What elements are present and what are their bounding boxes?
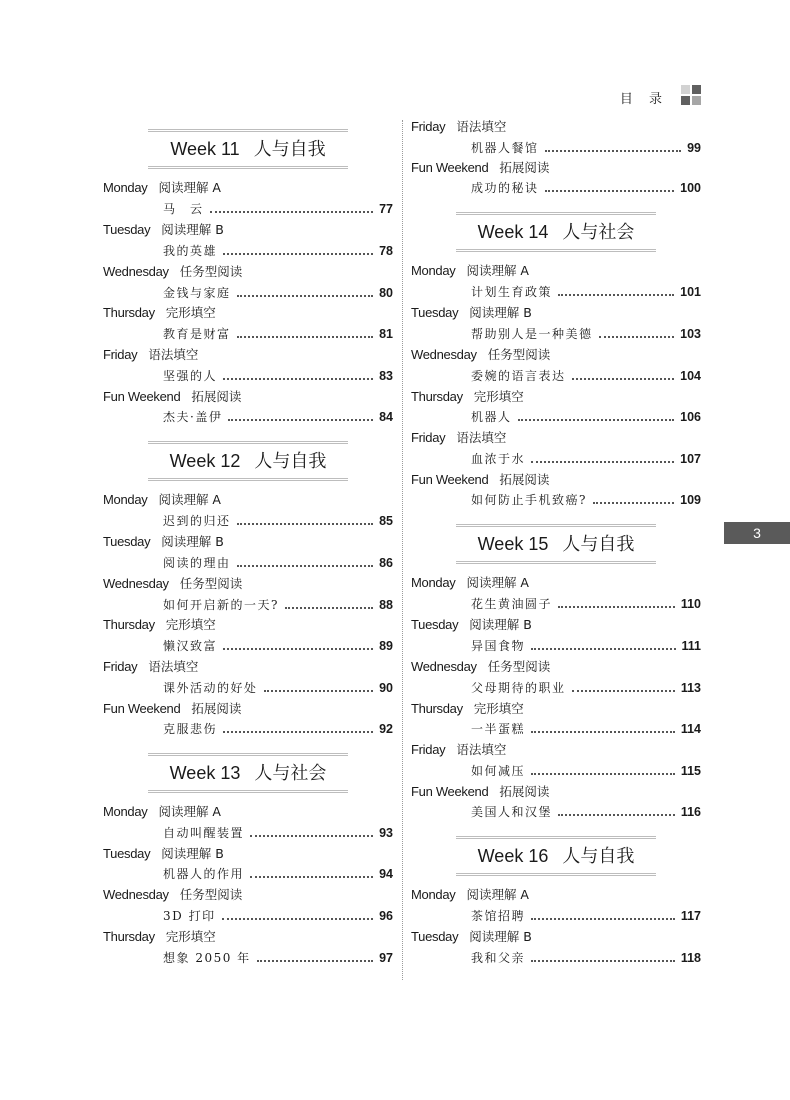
toc-entry[interactable]	[163, 325, 393, 343]
day-name: Tuesday	[411, 617, 459, 632]
entry-page: 96	[379, 909, 393, 923]
exercise-type: 阅读理解 B	[161, 846, 224, 861]
week-header	[148, 753, 348, 793]
day-line	[411, 741, 506, 759]
entry-page: 101	[680, 285, 701, 299]
entry-title: 自动叫醒装置	[163, 826, 245, 840]
day-line	[411, 388, 524, 406]
toc-entry[interactable]	[163, 720, 393, 738]
week-theme: 人与社会	[562, 222, 635, 243]
entry-title: 杰夫·盖伊	[163, 410, 223, 424]
entry-title: 机器人	[471, 410, 512, 424]
toc-entry[interactable]	[471, 139, 701, 157]
entry-title: 茶馆招聘	[471, 909, 526, 923]
exercise-type: 拓展阅读	[191, 701, 242, 716]
toc-entry[interactable]	[471, 491, 701, 509]
entry-title: 如何减压	[471, 764, 526, 778]
entry-title: 委婉的语言表达	[471, 369, 566, 383]
day-line	[103, 700, 241, 718]
toc-entry[interactable]	[471, 803, 701, 821]
toc-entry[interactable]	[163, 200, 393, 218]
dot-leader	[558, 294, 674, 296]
toc-entry[interactable]	[471, 637, 701, 655]
entry-page: 116	[680, 805, 701, 819]
dot-leader	[237, 523, 374, 525]
entry-page: 106	[680, 410, 701, 424]
toc-entry[interactable]	[471, 720, 701, 738]
entry-title: 一半蛋糕	[471, 722, 526, 736]
day-line	[103, 658, 198, 676]
page-number-tab: 3	[724, 522, 790, 544]
entry-title: 成功的秘诀	[471, 181, 539, 195]
day-line	[103, 845, 224, 863]
exercise-type: 阅读理解 B	[469, 617, 532, 632]
day-name: Wednesday	[411, 659, 477, 674]
toc-entry[interactable]	[471, 762, 701, 780]
exercise-type: 完形填空	[473, 701, 524, 716]
day-name: Fun Weekend	[103, 701, 181, 716]
toc-entry[interactable]	[163, 284, 393, 302]
day-line	[103, 616, 216, 634]
day-line	[411, 886, 529, 904]
exercise-type: 阅读理解 A	[158, 804, 221, 819]
day-line	[103, 886, 242, 904]
entry-page: 89	[379, 639, 393, 653]
week-theme: 人与自我	[253, 139, 326, 160]
exercise-type: 任务型阅读	[487, 659, 551, 674]
toc-entry[interactable]	[471, 367, 701, 385]
exercise-type: 阅读理解 A	[158, 180, 221, 195]
entry-title: 父母期待的职业	[471, 681, 566, 695]
week-header	[456, 836, 656, 876]
entry-page: 88	[379, 598, 393, 612]
day-line	[411, 304, 532, 322]
day-name: Fun Weekend	[411, 472, 489, 487]
week-theme: 人与自我	[562, 846, 635, 867]
header-squares-icon	[681, 85, 701, 105]
entry-page: 111	[681, 639, 701, 653]
entry-title: 机器人的作用	[163, 867, 245, 881]
day-name: Friday	[103, 659, 138, 674]
day-line	[103, 491, 221, 509]
exercise-type: 阅读理解 B	[161, 222, 224, 237]
entry-title: 我的英雄	[163, 244, 218, 258]
exercise-type: 语法填空	[456, 742, 507, 757]
day-name: Thursday	[103, 929, 155, 944]
toc-entry[interactable]	[163, 367, 393, 385]
week-theme: 人与自我	[254, 451, 327, 472]
toc-entry[interactable]	[163, 679, 393, 697]
day-line	[103, 388, 241, 406]
entry-page: 92	[379, 722, 393, 736]
exercise-type: 拓展阅读	[499, 784, 550, 799]
entry-title: 阅读的理由	[163, 556, 231, 570]
day-name: Friday	[103, 347, 138, 362]
entry-page: 94	[379, 867, 393, 881]
toc-entry[interactable]	[471, 949, 701, 967]
exercise-type: 阅读理解 B	[161, 534, 224, 549]
day-name: Friday	[411, 430, 446, 445]
day-line	[103, 304, 216, 322]
day-name: Monday	[411, 575, 456, 590]
dot-leader	[531, 731, 675, 733]
dot-leader	[531, 773, 675, 775]
day-name: Wednesday	[103, 576, 169, 591]
day-name: Monday	[103, 492, 148, 507]
day-line	[411, 118, 506, 136]
entry-title: 3D 打印	[163, 909, 216, 923]
exercise-type: 完形填空	[165, 929, 216, 944]
exercise-type: 完形填空	[165, 617, 216, 632]
dot-leader	[545, 190, 675, 192]
week-theme: 人与社会	[254, 763, 327, 784]
dot-leader	[531, 960, 675, 962]
entry-page: 104	[680, 369, 701, 383]
entry-title: 马 云	[163, 202, 204, 216]
week-header	[456, 524, 656, 564]
dot-leader	[250, 876, 373, 878]
exercise-type: 语法填空	[148, 659, 199, 674]
day-name: Monday	[103, 180, 148, 195]
entry-title: 血浓于水	[471, 452, 526, 466]
exercise-type: 阅读理解 A	[466, 887, 529, 902]
day-line	[103, 346, 198, 364]
day-line	[103, 533, 224, 551]
day-line	[103, 221, 224, 239]
dot-leader	[223, 378, 373, 380]
dot-leader	[237, 565, 374, 567]
day-line	[411, 262, 529, 280]
day-name: Thursday	[411, 701, 463, 716]
toc-entry[interactable]	[163, 949, 393, 967]
day-name: Monday	[103, 804, 148, 819]
day-name: Tuesday	[103, 846, 151, 861]
day-line	[411, 471, 549, 489]
toc-title: 目 录	[619, 92, 668, 107]
toc-entry[interactable]	[471, 450, 701, 468]
day-line	[103, 928, 216, 946]
entry-page: 84	[379, 410, 393, 424]
dot-leader	[228, 419, 373, 421]
dot-leader	[558, 814, 675, 816]
entry-title: 想象 2050 年	[163, 951, 251, 965]
toc-entry[interactable]	[163, 824, 393, 842]
dot-leader	[599, 336, 675, 338]
entry-page: 109	[680, 493, 701, 507]
entry-title: 克服悲伤	[163, 722, 218, 736]
day-line	[103, 575, 242, 593]
day-name: Wednesday	[103, 887, 169, 902]
toc-entry[interactable]	[163, 637, 393, 655]
toc-entry[interactable]	[471, 325, 701, 343]
day-line	[103, 179, 221, 197]
toc-entry[interactable]	[471, 179, 701, 197]
entry-page: 103	[680, 327, 701, 341]
day-name: Wednesday	[103, 264, 169, 279]
day-name: Friday	[411, 742, 446, 757]
entry-page: 99	[687, 141, 701, 155]
entry-title: 我和父亲	[471, 951, 526, 965]
toc-entry[interactable]	[163, 408, 393, 426]
exercise-type: 完形填空	[165, 305, 216, 320]
week-header	[148, 129, 348, 169]
dot-leader	[572, 378, 675, 380]
exercise-type: 拓展阅读	[191, 389, 242, 404]
toc-entry[interactable]	[471, 679, 701, 697]
day-line	[411, 159, 549, 177]
week-label: Week 11	[170, 139, 240, 159]
week-label: Week 12	[169, 451, 241, 471]
exercise-type: 语法填空	[456, 119, 507, 134]
entry-page: 85	[379, 514, 393, 528]
day-name: Tuesday	[103, 222, 151, 237]
entry-title: 计划生育政策	[471, 285, 553, 299]
exercise-type: 阅读理解 B	[469, 929, 532, 944]
exercise-type: 任务型阅读	[179, 576, 243, 591]
entry-title: 如何开启新的一天?	[163, 598, 279, 612]
entry-page: 114	[680, 722, 701, 736]
entry-page: 118	[680, 951, 701, 965]
day-name: Thursday	[103, 617, 155, 632]
exercise-type: 阅读理解 B	[469, 305, 532, 320]
entry-title: 金钱与家庭	[163, 286, 231, 300]
day-name: Thursday	[103, 305, 155, 320]
entry-page: 113	[680, 681, 701, 695]
dot-leader	[237, 295, 374, 297]
day-name: Fun Weekend	[411, 160, 489, 175]
day-line	[411, 574, 529, 592]
entry-page: 86	[379, 556, 393, 570]
week-header	[456, 212, 656, 252]
toc-entry[interactable]	[471, 408, 701, 426]
day-line	[411, 346, 550, 364]
dot-leader	[572, 690, 675, 692]
exercise-type: 阅读理解 A	[158, 492, 221, 507]
entry-page: 81	[379, 327, 393, 341]
dot-leader	[531, 461, 674, 463]
day-line	[411, 783, 549, 801]
entry-title: 异国食物	[471, 639, 526, 653]
day-line	[411, 700, 524, 718]
entry-title: 课外活动的好处	[163, 681, 258, 695]
exercise-type: 阅读理解 A	[466, 263, 529, 278]
entry-page: 80	[379, 286, 393, 300]
dot-leader	[531, 648, 676, 650]
dot-leader	[545, 150, 682, 152]
dot-leader	[257, 960, 373, 962]
toc-entry[interactable]	[471, 907, 701, 925]
entry-title: 帮助别人是一种美德	[471, 327, 593, 341]
day-line	[103, 263, 242, 281]
day-name: Monday	[411, 263, 456, 278]
day-name: Fun Weekend	[411, 784, 489, 799]
entry-title: 懒汉致富	[163, 639, 218, 653]
day-name: Tuesday	[411, 929, 459, 944]
week-label: Week 16	[477, 846, 549, 866]
column-divider	[402, 120, 403, 980]
dot-leader	[531, 918, 675, 920]
day-name: Thursday	[411, 389, 463, 404]
entry-title: 坚强的人	[163, 369, 218, 383]
entry-page: 77	[379, 202, 393, 216]
day-name: Wednesday	[411, 347, 477, 362]
entry-page: 107	[680, 452, 701, 466]
entry-title: 美国人和汉堡	[471, 805, 553, 819]
day-name: Tuesday	[411, 305, 459, 320]
day-name: Tuesday	[103, 534, 151, 549]
dot-leader	[223, 648, 373, 650]
entry-page: 93	[379, 826, 393, 840]
day-line	[103, 803, 221, 821]
exercise-type: 拓展阅读	[499, 472, 550, 487]
exercise-type: 任务型阅读	[487, 347, 551, 362]
exercise-type: 语法填空	[456, 430, 507, 445]
exercise-type: 语法填空	[148, 347, 199, 362]
week-label: Week 15	[477, 534, 549, 554]
dot-leader	[223, 253, 373, 255]
toc-entry[interactable]	[163, 865, 393, 883]
dot-leader	[558, 606, 675, 608]
dot-leader	[593, 502, 674, 504]
entry-page: 97	[379, 951, 393, 965]
toc-entry[interactable]	[163, 907, 393, 925]
day-name: Monday	[411, 887, 456, 902]
dot-leader	[518, 419, 675, 421]
entry-page: 78	[379, 244, 393, 258]
day-name: Friday	[411, 119, 446, 134]
dot-leader	[285, 607, 373, 609]
week-label: Week 14	[477, 222, 549, 242]
entry-title: 教育是财富	[163, 327, 231, 341]
toc-entry[interactable]	[163, 242, 393, 260]
exercise-type: 阅读理解 A	[466, 575, 529, 590]
entry-page: 90	[379, 681, 393, 695]
entry-page: 83	[379, 369, 393, 383]
entry-page: 117	[680, 909, 701, 923]
dot-leader	[237, 336, 374, 338]
day-line	[411, 429, 506, 447]
exercise-type: 任务型阅读	[179, 887, 243, 902]
dot-leader	[250, 835, 373, 837]
entry-title: 花生黄油圆子	[471, 597, 553, 611]
entry-page: 100	[680, 181, 701, 195]
toc-entry[interactable]	[163, 554, 393, 572]
entry-title: 机器人餐馆	[471, 141, 539, 155]
entry-title: 如何防止手机致癌?	[471, 493, 587, 507]
toc-entry[interactable]	[471, 283, 701, 301]
day-line	[411, 616, 532, 634]
entry-page: 115	[680, 764, 701, 778]
day-line	[411, 928, 532, 946]
day-name: Fun Weekend	[103, 389, 181, 404]
week-theme: 人与自我	[562, 534, 635, 555]
exercise-type: 任务型阅读	[179, 264, 243, 279]
dot-leader	[210, 211, 374, 213]
exercise-type: 拓展阅读	[499, 160, 550, 175]
exercise-type: 完形填空	[473, 389, 524, 404]
week-label: Week 13	[169, 763, 241, 783]
toc-entry[interactable]	[471, 595, 701, 613]
toc-entry[interactable]	[163, 596, 393, 614]
dot-leader	[264, 690, 374, 692]
dot-leader	[222, 918, 374, 920]
week-header	[148, 441, 348, 481]
toc-entry[interactable]	[163, 512, 393, 530]
dot-leader	[223, 731, 373, 733]
entry-page: 110	[680, 597, 701, 611]
day-line	[411, 658, 550, 676]
entry-title: 迟到的归还	[163, 514, 231, 528]
